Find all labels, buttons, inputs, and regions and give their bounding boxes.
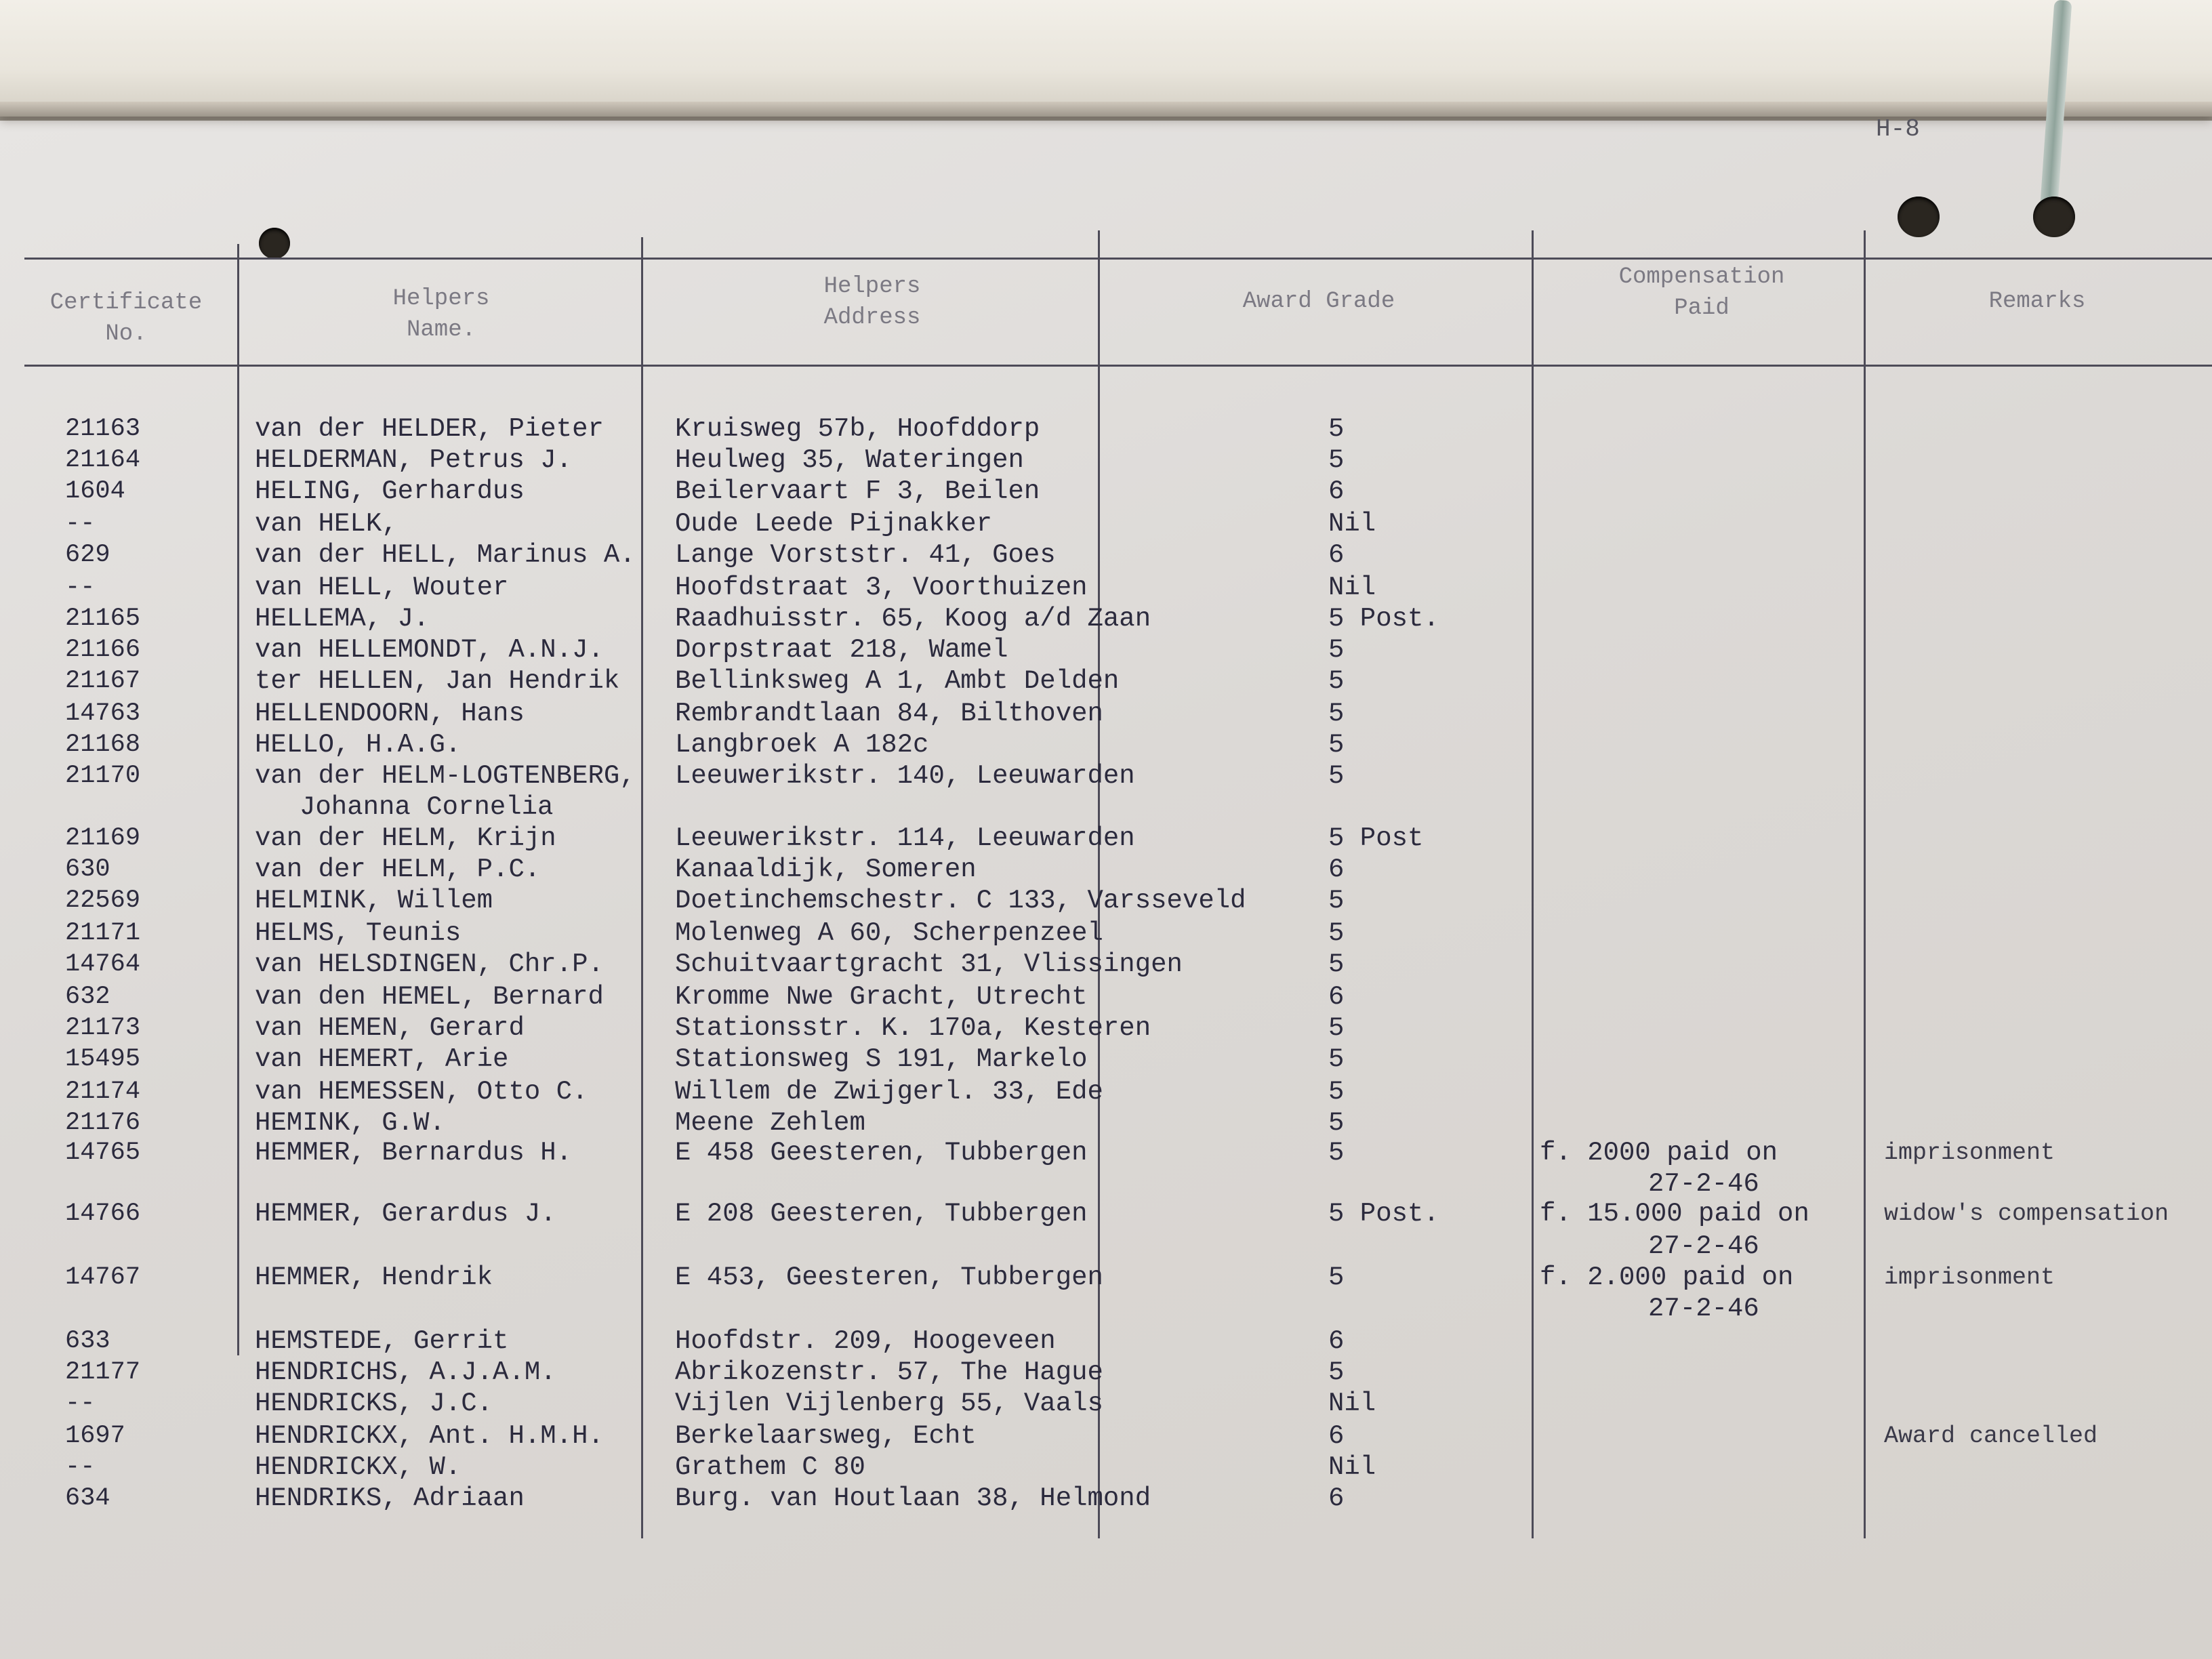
certificate-number: 633: [65, 1327, 110, 1355]
certificate-number: 14765: [65, 1139, 141, 1167]
helper-name: HELMS, Teunis: [255, 918, 462, 948]
certificate-number: 21174: [65, 1078, 141, 1106]
helper-name: van der HELL, Marinus A.: [255, 540, 636, 570]
award-grade: 6: [1328, 476, 1345, 506]
certificate-number: --: [65, 1389, 96, 1418]
award-grade: 5: [1328, 949, 1345, 979]
helper-address: Abrikozenstr. 57, The Hague: [675, 1357, 1103, 1387]
helper-name: van der HELDER, Pieter: [255, 414, 604, 444]
helper-address: Raadhuisstr. 65, Koog a/d Zaan: [675, 604, 1151, 634]
helper-name: van HELSDINGEN, Chr.P.: [255, 949, 604, 979]
helper-address: Kanaaldijk, Someren: [675, 855, 977, 884]
award-grade: Nil: [1328, 1389, 1376, 1418]
award-grade: 5: [1328, 414, 1345, 444]
helper-address: Dorpstraat 218, Wamel: [675, 635, 1008, 665]
header-address: Helpers Address: [823, 274, 921, 331]
column-divider: [237, 244, 239, 1355]
page-id: H-8: [1876, 115, 1920, 143]
helper-address: Oude Leede Pijnakker: [675, 509, 993, 539]
certificate-number: 22569: [65, 886, 141, 915]
certificate-number: 21165: [65, 605, 141, 633]
helper-address: Hoofdstraat 3, Voorthuizen: [675, 573, 1088, 602]
certificate-number: 629: [65, 541, 110, 569]
helper-name: HENDRICKS, J.C.: [255, 1389, 493, 1418]
helper-address: Stationsstr. K. 170a, Kesteren: [675, 1013, 1151, 1043]
header-grade: Award Grade: [1242, 289, 1395, 314]
award-grade: 5: [1328, 1013, 1345, 1043]
remarks: imprisonment: [1884, 1264, 2055, 1291]
certificate-number: 21171: [65, 919, 141, 947]
helper-name: HELLO, H.A.G.: [255, 730, 462, 760]
award-grade: 6: [1328, 1421, 1345, 1451]
award-grade: 5: [1328, 730, 1345, 760]
helper-address: E 453, Geesteren, Tubbergen: [675, 1263, 1103, 1292]
header-name: Helpers Name.: [392, 286, 490, 343]
compensation-paid: f. 2000 paid on: [1540, 1138, 1778, 1168]
helper-address: Vijlen Vijlenberg 55, Vaals: [675, 1389, 1103, 1418]
helper-address: Langbroek A 182c: [675, 730, 929, 760]
award-grade: 5: [1328, 1077, 1345, 1107]
award-grade: 5: [1328, 666, 1345, 696]
award-grade: Nil: [1328, 1452, 1376, 1482]
column-divider: [1532, 230, 1534, 1538]
helper-name: van den HEMEL, Bernard: [255, 982, 604, 1012]
award-grade: 6: [1328, 855, 1345, 884]
helper-name: HEMMER, Gerardus J.: [255, 1199, 556, 1229]
helper-name: HEMSTEDE, Gerrit: [255, 1326, 509, 1356]
helper-address: Lange Vorststr. 41, Goes: [675, 540, 1056, 570]
compensation-paid: 27-2-46: [1648, 1294, 1759, 1324]
helper-name: van HEMESSEN, Otto C.: [255, 1077, 588, 1107]
award-grade: 5 Post: [1328, 823, 1424, 853]
helper-name: van der HELM, Krijn: [255, 823, 556, 853]
award-grade: 5 Post.: [1328, 1199, 1439, 1229]
helpers-table: [24, 230, 2212, 1538]
award-grade: 6: [1328, 1326, 1345, 1356]
certificate-number: 632: [65, 983, 110, 1011]
award-grade: Nil: [1328, 509, 1376, 539]
award-grade: Nil: [1328, 573, 1376, 602]
helper-name: HENDRICHS, A.J.A.M.: [255, 1357, 556, 1387]
award-grade: 5: [1328, 699, 1345, 729]
award-grade: 5: [1328, 1044, 1345, 1074]
helper-name: van HELK,: [255, 509, 398, 539]
certificate-number: 21164: [65, 446, 141, 474]
award-grade: 5: [1328, 1138, 1345, 1168]
helper-name: HELING, Gerhardus: [255, 476, 525, 506]
helper-name: HELLEMA, J.: [255, 604, 430, 634]
header-remarks: Remarks: [1988, 289, 2086, 314]
award-grade: 5: [1328, 886, 1345, 916]
helper-name: HELDERMAN, Petrus J.: [255, 445, 573, 475]
award-grade: 5: [1328, 635, 1345, 665]
helper-name: HENDRICKX, W.: [255, 1452, 462, 1482]
certificate-number: 21166: [65, 636, 141, 664]
helper-name: van HELL, Wouter: [255, 573, 509, 602]
remarks: widow's compensation: [1884, 1200, 2169, 1227]
award-grade: 6: [1328, 540, 1345, 570]
award-grade: 6: [1328, 982, 1345, 1012]
award-grade: 5: [1328, 1263, 1345, 1292]
helper-address: Schuitvaartgracht 31, Vlissingen: [675, 949, 1183, 979]
helper-address: Beilervaart F 3, Beilen: [675, 476, 1040, 506]
helper-address: Heulweg 35, Wateringen: [675, 445, 1024, 475]
helper-name: Johanna Cornelia: [300, 792, 554, 822]
certificate-number: 21173: [65, 1014, 141, 1042]
award-grade: 6: [1328, 1483, 1345, 1513]
certificate-number: 21168: [65, 731, 141, 759]
certificate-number: 21163: [65, 415, 141, 443]
helper-address: Leeuwerikstr. 140, Leeuwarden: [675, 761, 1135, 791]
certificate-number: 21169: [65, 824, 141, 853]
helper-name: HENDRIKS, Adriaan: [255, 1483, 525, 1513]
helper-name: van HELLEMONDT, A.N.J.: [255, 635, 604, 665]
helper-name: HELLENDOORN, Hans: [255, 699, 525, 729]
helper-address: E 458 Geesteren, Tubbergen: [675, 1138, 1088, 1168]
certificate-number: --: [65, 510, 96, 538]
helper-name: HELMINK, Willem: [255, 886, 493, 916]
award-grade: 5: [1328, 1108, 1345, 1138]
table-top-rule: [24, 258, 2212, 260]
column-divider: [1864, 230, 1866, 1538]
helper-address: Berkelaarsweg, Echt: [675, 1421, 977, 1451]
compensation-paid: f. 2.000 paid on: [1540, 1263, 1794, 1292]
column-divider: [641, 237, 643, 1538]
helper-address: Kruisweg 57b, Hoofddorp: [675, 414, 1040, 444]
helper-address: Rembrandtlaan 84, Bilthoven: [675, 699, 1103, 729]
compensation-paid: 27-2-46: [1648, 1169, 1759, 1199]
certificate-number: 15495: [65, 1045, 141, 1073]
helper-address: Stationsweg S 191, Markelo: [675, 1044, 1088, 1074]
helper-address: Hoofdstr. 209, Hoogeveen: [675, 1326, 1056, 1356]
certificate-number: 14763: [65, 699, 141, 728]
certificate-number: 1697: [65, 1422, 125, 1450]
certificate-number: 630: [65, 855, 110, 884]
certificate-number: 634: [65, 1484, 110, 1513]
certificate-number: 14764: [65, 950, 141, 979]
helper-address: Burg. van Houtlaan 38, Helmond: [675, 1483, 1151, 1513]
certificate-number: --: [65, 573, 96, 602]
helper-address: Kromme Nwe Gracht, Utrecht: [675, 982, 1088, 1012]
award-grade: 5: [1328, 761, 1345, 791]
award-grade: 5: [1328, 445, 1345, 475]
header-rule: [24, 365, 2212, 367]
helper-address: E 208 Geesteren, Tubbergen: [675, 1199, 1088, 1229]
certificate-number: 1604: [65, 477, 125, 506]
helper-address: Willem de Zwijgerl. 33, Ede: [675, 1077, 1103, 1107]
helper-address: Molenweg A 60, Scherpenzeel: [675, 918, 1103, 948]
compensation-paid: f. 15.000 paid on: [1540, 1199, 1809, 1229]
certificate-number: --: [65, 1453, 96, 1481]
helper-name: van HEMERT, Arie: [255, 1044, 509, 1074]
helper-address: Doetinchemschestr. C 133, Varsseveld: [675, 886, 1246, 916]
helper-name: HEMMER, Bernardus H.: [255, 1138, 573, 1168]
remarks: Award cancelled: [1884, 1422, 2098, 1450]
award-grade: 5 Post.: [1328, 604, 1439, 634]
helper-address: Bellinksweg A 1, Ambt Delden: [675, 666, 1120, 696]
certificate-number: 21176: [65, 1109, 141, 1137]
overlaying-page: [0, 0, 2212, 115]
header-compensation: Compensation Paid: [1618, 264, 1785, 321]
header-certificate: Certificate No.: [49, 290, 203, 347]
page-edge: [0, 102, 2212, 117]
certificate-number: 14766: [65, 1200, 141, 1228]
helper-address: Meene Zehlem: [675, 1108, 865, 1138]
helper-address: Grathem C 80: [675, 1452, 865, 1482]
helper-name: van der HELM-LOGTENBERG,: [255, 761, 636, 791]
certificate-number: 21170: [65, 762, 141, 790]
compensation-paid: 27-2-46: [1648, 1231, 1759, 1261]
column-divider: [1098, 230, 1100, 1538]
helper-address: Leeuwerikstr. 114, Leeuwarden: [675, 823, 1135, 853]
helper-name: ter HELLEN, Jan Hendrik: [255, 666, 620, 696]
helper-name: HEMINK, G.W.: [255, 1108, 445, 1138]
helper-name: HEMMER, Hendrik: [255, 1263, 493, 1292]
certificate-number: 14767: [65, 1263, 141, 1292]
helper-name: van HEMEN, Gerard: [255, 1013, 525, 1043]
award-grade: 5: [1328, 918, 1345, 948]
helper-name: HENDRICKX, Ant. H.M.H.: [255, 1421, 604, 1451]
remarks: imprisonment: [1884, 1139, 2055, 1166]
helper-name: van der HELM, P.C.: [255, 855, 541, 884]
certificate-number: 21177: [65, 1358, 141, 1387]
certificate-number: 21167: [65, 667, 141, 695]
award-grade: 5: [1328, 1357, 1345, 1387]
